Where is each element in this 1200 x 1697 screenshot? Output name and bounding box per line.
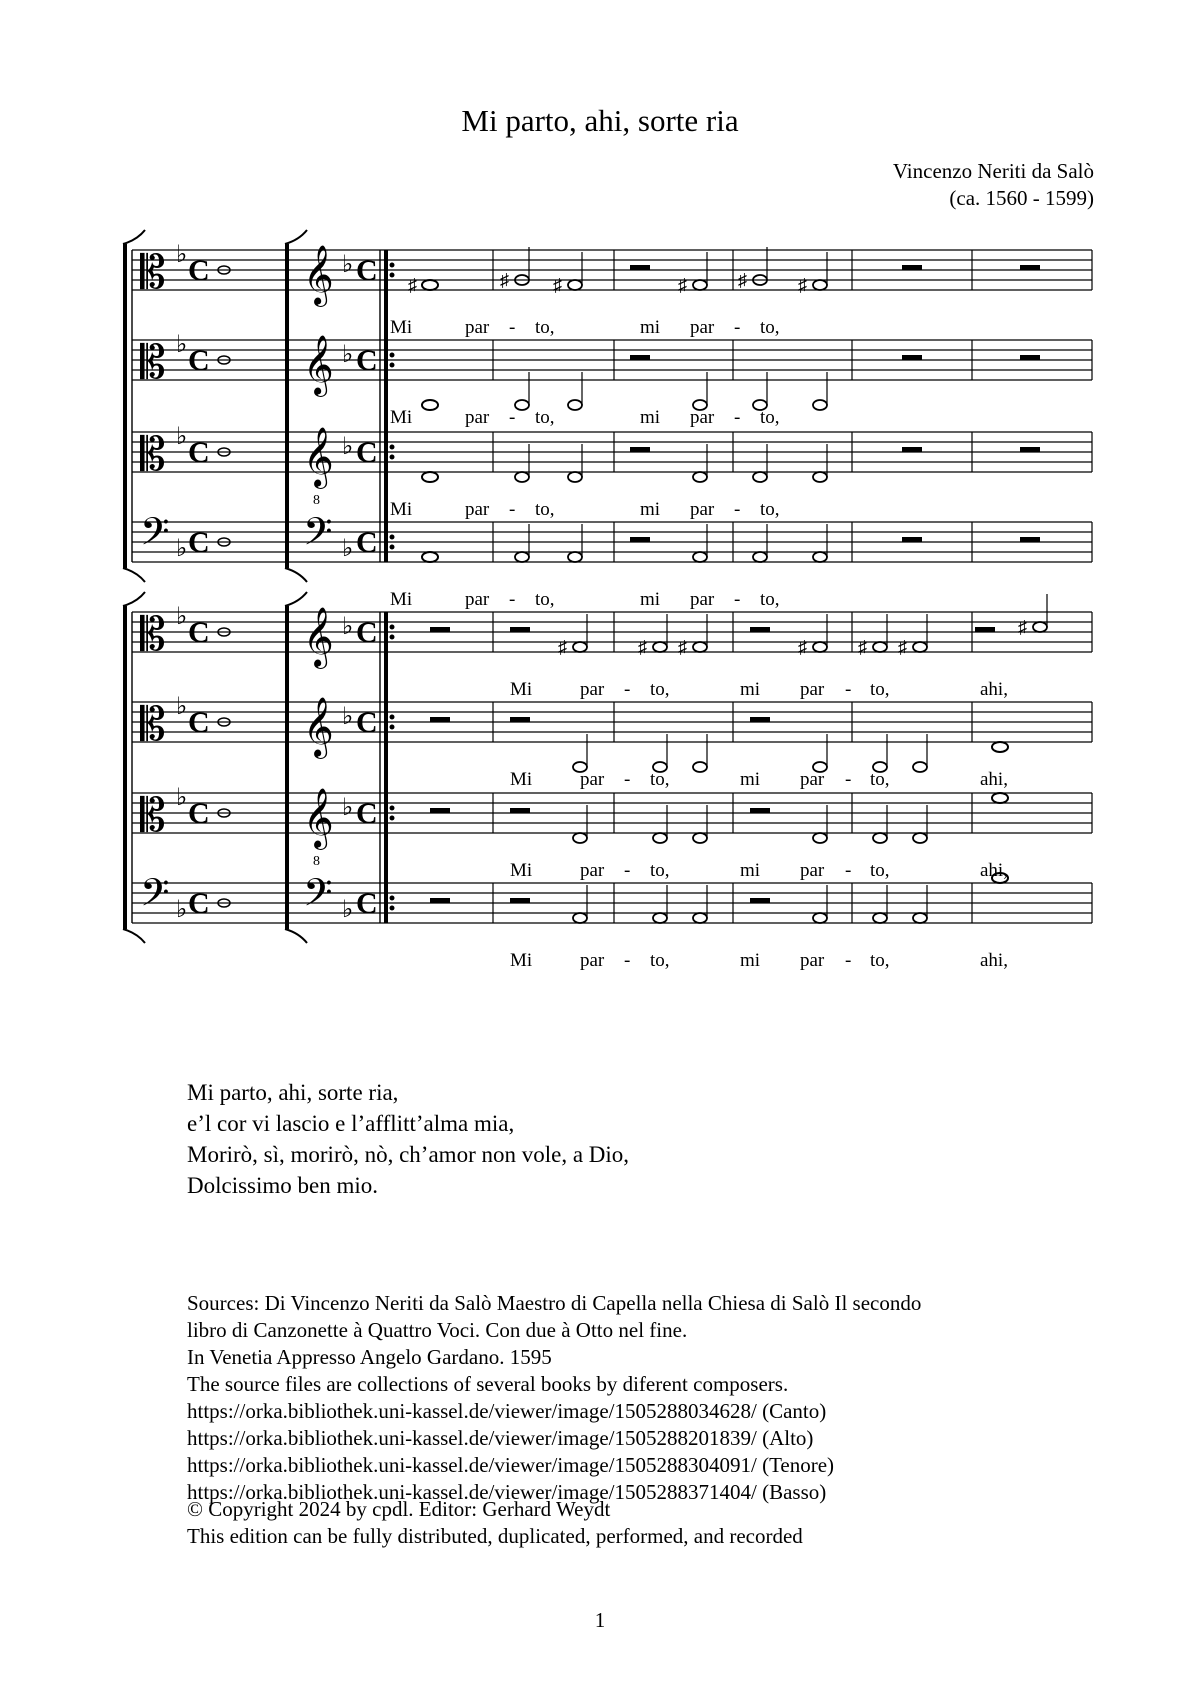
- rest-icon: [975, 627, 995, 632]
- half-note: [753, 552, 767, 562]
- half-note: [913, 913, 927, 923]
- whole-note: [422, 552, 438, 562]
- sharp-icon: ♯: [638, 637, 647, 657]
- half-note: [1033, 622, 1047, 632]
- half-note: [568, 552, 582, 562]
- lyric-syllable: -: [734, 317, 741, 338]
- whole-note: [422, 280, 438, 290]
- half-note: [568, 472, 582, 482]
- repeat-dot: [390, 635, 395, 640]
- lyrics-line: Morirò, sì, morirò, nò, ch’amor non vole, a Dio,: [187, 1142, 630, 1167]
- source-link[interactable]: https://orka.bibliothek.uni-kassel.de/viewer/image/1505288371404/ (Basso): [187, 1480, 827, 1504]
- page-title: Mi parto, ahi, sorte ria: [461, 103, 739, 138]
- lyric-syllable: -: [734, 407, 741, 428]
- repeat-dot: [390, 545, 395, 550]
- source-link[interactable]: https://orka.bibliothek.uni-kassel.de/viewer/image/1505288304091/ (Tenore): [187, 1453, 835, 1477]
- bass-clef-icon: 𝄢: [140, 511, 170, 562]
- c-clef-icon: 𝄡: [140, 247, 166, 298]
- lyric-syllable: Mi: [390, 407, 413, 428]
- half-note: [653, 913, 667, 923]
- lyric-syllable: par: [580, 679, 605, 700]
- half-note: [913, 762, 927, 772]
- lyric-syllable: par: [800, 769, 825, 790]
- c-clef-icon: 𝄡: [140, 790, 166, 841]
- time-signature: C: [356, 526, 378, 559]
- c-clef-icon: 𝄡: [140, 337, 166, 388]
- rest-icon: [902, 447, 922, 452]
- rest-icon: [1020, 355, 1040, 360]
- flat-icon: ♭: [342, 536, 354, 562]
- lyric-syllable: to,: [760, 407, 780, 428]
- page-number: 1: [594, 1608, 606, 1632]
- whole-note: [422, 472, 438, 482]
- rest-icon: [1020, 447, 1040, 452]
- time-signature: C: [356, 887, 378, 920]
- lyric-syllable: -: [845, 860, 852, 881]
- lyric-syllable: to,: [535, 407, 555, 428]
- composer-name: Vincenzo Neriti da Salò: [892, 159, 1094, 183]
- lyric-syllable: mi: [640, 407, 661, 428]
- flat-icon: ♭: [176, 785, 188, 811]
- time-signature: C: [188, 706, 210, 739]
- copyright-line: This edition can be fully distributed, duplicated, performed, and recorded: [187, 1524, 803, 1548]
- lyric-syllable: mi: [640, 589, 661, 610]
- flat-icon: ♭: [342, 897, 354, 923]
- flat-icon: ♭: [176, 897, 188, 923]
- bracket-hook: [123, 230, 145, 244]
- half-note: [653, 833, 667, 843]
- half-note: [693, 280, 707, 290]
- lyric-syllable: to,: [870, 950, 890, 971]
- source-line: The source files are collections of several books by diferent composers.: [187, 1372, 789, 1396]
- repeat-dot: [390, 273, 395, 278]
- flat-icon: ♭: [342, 252, 354, 278]
- lyric-syllable: par: [800, 950, 825, 971]
- lyric-syllable: ahi,: [980, 860, 1008, 881]
- lyric-syllable: to,: [535, 589, 555, 610]
- lyric-syllable: -: [509, 317, 516, 338]
- whole-note: [422, 400, 438, 410]
- half-note: [913, 642, 927, 652]
- lyric-syllable: -: [845, 950, 852, 971]
- sharp-icon: ♯: [408, 275, 417, 295]
- whole-note: [992, 793, 1008, 803]
- rest-icon: [750, 717, 770, 722]
- sharp-icon: ♯: [558, 637, 567, 657]
- lyric-syllable: -: [509, 499, 516, 520]
- flat-icon: ♭: [176, 332, 188, 358]
- rest-icon: [902, 537, 922, 542]
- time-signature: C: [188, 436, 210, 469]
- copyright-block: [187, 1496, 803, 1550]
- treble-clef-icon: 𝄞: [303, 790, 334, 847]
- rest-icon: [630, 355, 650, 360]
- lyric-syllable: par: [800, 679, 825, 700]
- lyric-syllable: par: [465, 407, 490, 428]
- repeat-dot: [390, 725, 395, 730]
- octave-8-label: 8: [313, 854, 320, 869]
- lyric-syllable: ahi,: [980, 679, 1008, 700]
- half-note: [515, 472, 529, 482]
- sharp-icon: ♯: [798, 637, 807, 657]
- rest-icon: [630, 537, 650, 542]
- time-signature: C: [188, 616, 210, 649]
- rest-icon: [510, 898, 530, 903]
- repeat-dot: [390, 806, 395, 811]
- half-note: [693, 913, 707, 923]
- half-note: [693, 833, 707, 843]
- lyric-syllable: -: [624, 769, 631, 790]
- lyric-syllable: mi: [740, 769, 761, 790]
- half-note: [693, 642, 707, 652]
- half-note: [813, 833, 827, 843]
- sources-block: [187, 1290, 921, 1506]
- rest-icon: [902, 265, 922, 270]
- rest-icon: [902, 355, 922, 360]
- lyric-syllable: to,: [870, 679, 890, 700]
- lyric-syllable: to,: [650, 860, 670, 881]
- time-signature: C: [356, 344, 378, 377]
- half-note: [693, 762, 707, 772]
- lyrics-line: Dolcissimo ben mio.: [187, 1173, 379, 1198]
- lyric-syllable: to,: [760, 499, 780, 520]
- c-clef-icon: 𝄡: [140, 429, 166, 480]
- repeat-dot: [390, 363, 395, 368]
- flat-icon: ♭: [176, 536, 188, 562]
- half-note: [653, 642, 667, 652]
- rest-icon: [430, 808, 450, 813]
- rest-icon: [750, 898, 770, 903]
- flat-icon: ♭: [176, 424, 188, 450]
- lyric-syllable: mi: [740, 679, 761, 700]
- bass-clef-icon: 𝄢: [140, 872, 170, 923]
- rest-icon: [630, 447, 650, 452]
- octave-8-label: 8: [313, 493, 320, 508]
- lyric-syllable: Mi: [390, 317, 413, 338]
- lyric-syllable: to,: [760, 317, 780, 338]
- repeat-dot: [390, 715, 395, 720]
- half-note: [573, 833, 587, 843]
- half-note: [573, 642, 587, 652]
- repeat-dot: [390, 535, 395, 540]
- flat-icon: ♭: [342, 614, 354, 640]
- half-note: [515, 552, 529, 562]
- time-signature: C: [188, 797, 210, 830]
- lyric-syllable: ahi,: [980, 950, 1008, 971]
- c-clef-icon: 𝄡: [140, 609, 166, 660]
- lyric-syllable: par: [465, 589, 490, 610]
- lyric-syllable: to,: [870, 769, 890, 790]
- bracket-hook: [285, 592, 307, 606]
- lyric-syllable: Mi: [390, 499, 413, 520]
- treble-clef-icon: 𝄞: [303, 337, 334, 394]
- flat-icon: ♭: [342, 795, 354, 821]
- lyric-syllable: to,: [650, 950, 670, 971]
- time-signature: C: [188, 344, 210, 377]
- lyric-syllable: -: [624, 679, 631, 700]
- lyric-syllable: Mi: [510, 679, 533, 700]
- flat-icon: ♭: [342, 342, 354, 368]
- repeat-dot: [390, 353, 395, 358]
- treble-clef-icon: 𝄞: [303, 247, 334, 304]
- half-note: [913, 833, 927, 843]
- repeat-dot: [390, 263, 395, 268]
- rest-icon: [630, 265, 650, 270]
- half-note: [753, 472, 767, 482]
- lyric-syllable: par: [580, 950, 605, 971]
- bass-clef-icon: 𝄢: [303, 872, 333, 923]
- lyric-syllable: par: [690, 407, 715, 428]
- copyright-line: © Copyright 2024 by cpdl. Editor: Gerhard Weydt: [187, 1497, 611, 1521]
- lyrics-line: e’l cor vi lascio e l’afflitt’alma mia,: [187, 1111, 515, 1136]
- half-note: [813, 400, 827, 410]
- flat-icon: ♭: [342, 704, 354, 730]
- half-note: [568, 280, 582, 290]
- half-note: [813, 642, 827, 652]
- lyric-syllable: Mi: [390, 589, 413, 610]
- lyric-syllable: par: [580, 769, 605, 790]
- rest-icon: [430, 627, 450, 632]
- lyric-syllable: par: [465, 317, 490, 338]
- lyric-syllable: -: [624, 860, 631, 881]
- rest-icon: [1020, 537, 1040, 542]
- source-line: In Venetia Appresso Angelo Gardano. 1595: [187, 1345, 552, 1369]
- rest-icon: [750, 627, 770, 632]
- lyrics-text: [187, 1077, 629, 1201]
- rest-icon: [430, 898, 450, 903]
- lyric-syllable: par: [690, 317, 715, 338]
- bracket-hook: [285, 230, 307, 244]
- bracket-hook: [123, 929, 145, 943]
- lyric-syllable: to,: [650, 679, 670, 700]
- repeat-dot: [390, 625, 395, 630]
- repeat-dot: [390, 816, 395, 821]
- whole-note: [992, 742, 1008, 752]
- rest-icon: [430, 717, 450, 722]
- rest-icon: [510, 627, 530, 632]
- half-note: [813, 913, 827, 923]
- sharp-icon: ♯: [678, 637, 687, 657]
- half-note: [693, 472, 707, 482]
- lyric-syllable: ahi,: [980, 769, 1008, 790]
- treble-clef-icon: 𝄞: [303, 699, 334, 756]
- time-signature: C: [188, 887, 210, 920]
- bracket-hook: [123, 592, 145, 606]
- time-signature: C: [188, 526, 210, 559]
- time-signature: C: [356, 436, 378, 469]
- sharp-icon: ♯: [858, 637, 867, 657]
- sharp-icon: ♯: [738, 270, 747, 290]
- time-signature: C: [356, 797, 378, 830]
- half-note: [568, 400, 582, 410]
- lyric-syllable: Mi: [510, 860, 533, 881]
- sharp-icon: ♯: [898, 637, 907, 657]
- repeat-dot: [390, 906, 395, 911]
- lyric-syllable: -: [509, 589, 516, 610]
- rest-icon: [750, 808, 770, 813]
- lyric-syllable: -: [845, 679, 852, 700]
- flat-icon: ♭: [342, 434, 354, 460]
- lyric-syllable: mi: [640, 499, 661, 520]
- sharp-icon: ♯: [678, 275, 687, 295]
- lyric-syllable: -: [734, 589, 741, 610]
- treble-clef-icon: 𝄞: [303, 609, 334, 666]
- lyric-syllable: par: [690, 589, 715, 610]
- bracket-hook: [285, 929, 307, 943]
- half-note: [873, 642, 887, 652]
- half-note: [515, 400, 529, 410]
- bracket-hook: [285, 568, 307, 582]
- lyric-syllable: par: [800, 860, 825, 881]
- half-note: [813, 280, 827, 290]
- lyric-syllable: par: [580, 860, 605, 881]
- lyric-syllable: mi: [640, 317, 661, 338]
- lyric-syllable: to,: [535, 317, 555, 338]
- source-line: libro di Canzonette à Quattro Voci. Con due à Otto nel fine.: [187, 1318, 688, 1342]
- repeat-dot: [390, 896, 395, 901]
- lyric-syllable: Mi: [510, 950, 533, 971]
- half-note: [693, 552, 707, 562]
- half-note: [873, 833, 887, 843]
- sharp-icon: ♯: [500, 270, 509, 290]
- half-note: [873, 913, 887, 923]
- rest-icon: [510, 717, 530, 722]
- lyric-syllable: Mi: [510, 769, 533, 790]
- repeat-dot: [390, 445, 395, 450]
- source-link[interactable]: https://orka.bibliothek.uni-kassel.de/viewer/image/1505288034628/ (Canto): [187, 1399, 827, 1423]
- time-signature: C: [356, 616, 378, 649]
- lyric-syllable: par: [465, 499, 490, 520]
- lyric-syllable: to,: [870, 860, 890, 881]
- sharp-icon: ♯: [1018, 617, 1027, 637]
- lyric-syllable: par: [690, 499, 715, 520]
- bracket-hook: [123, 568, 145, 582]
- time-signature: C: [188, 254, 210, 287]
- half-note: [813, 472, 827, 482]
- time-signature: C: [356, 706, 378, 739]
- lyric-syllable: mi: [740, 950, 761, 971]
- lyric-syllable: -: [624, 950, 631, 971]
- rest-icon: [1020, 265, 1040, 270]
- flat-icon: ♭: [176, 604, 188, 630]
- treble-clef-icon: 𝄞: [303, 429, 334, 486]
- half-note: [813, 552, 827, 562]
- sharp-icon: ♯: [553, 275, 562, 295]
- lyric-syllable: -: [845, 769, 852, 790]
- lyric-syllable: -: [509, 407, 516, 428]
- time-signature: C: [356, 254, 378, 287]
- source-link[interactable]: https://orka.bibliothek.uni-kassel.de/viewer/image/1505288201839/ (Alto): [187, 1426, 814, 1450]
- music-score: [0, 200, 1200, 1000]
- rest-icon: [510, 808, 530, 813]
- half-note: [573, 913, 587, 923]
- sharp-icon: ♯: [798, 275, 807, 295]
- lyric-syllable: to,: [760, 589, 780, 610]
- flat-icon: ♭: [176, 694, 188, 720]
- lyric-syllable: mi: [740, 860, 761, 881]
- lyric-syllable: -: [734, 499, 741, 520]
- bass-clef-icon: 𝄢: [303, 511, 333, 562]
- composer-dates: (ca. 1560 - 1599): [949, 186, 1094, 210]
- lyric-syllable: to,: [535, 499, 555, 520]
- c-clef-icon: 𝄡: [140, 699, 166, 750]
- lyrics-line: Mi parto, ahi, sorte ria,: [187, 1080, 399, 1105]
- lyric-syllable: to,: [650, 769, 670, 790]
- repeat-dot: [390, 455, 395, 460]
- flat-icon: ♭: [176, 242, 188, 268]
- source-line: Sources: Di Vincenzo Neriti da Salò Maestro di Capella nella Chiesa di Salò Il secondo: [187, 1291, 922, 1315]
